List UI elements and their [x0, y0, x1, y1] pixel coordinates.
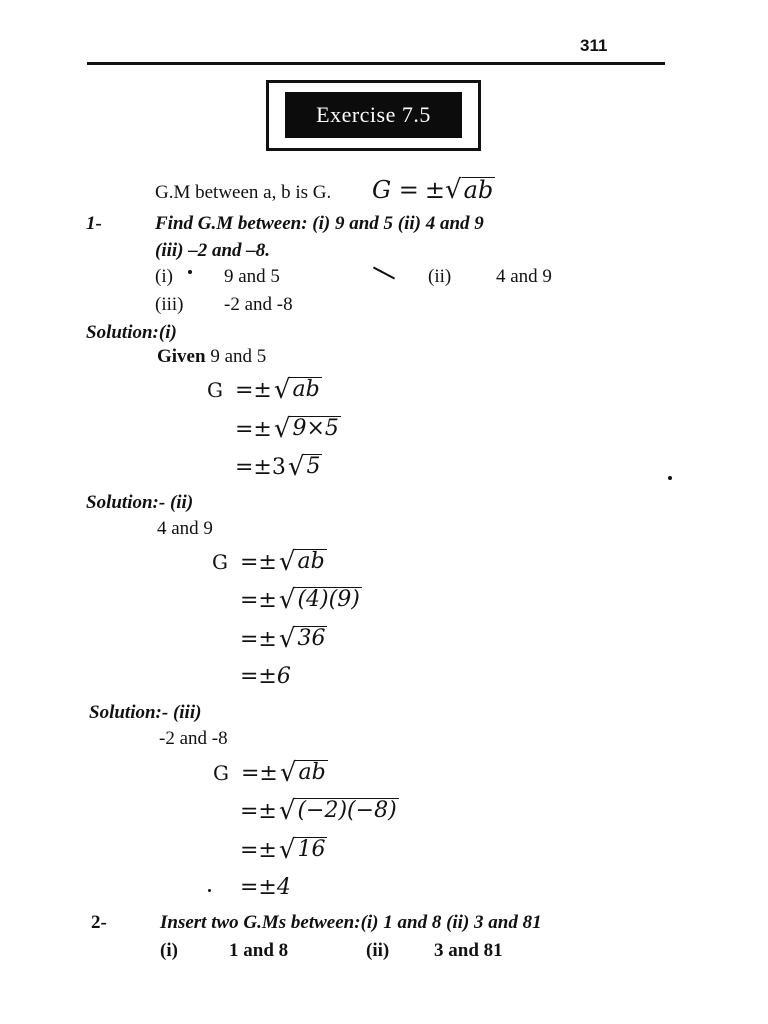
q1-part-i-label: (i) [155, 266, 173, 287]
q1-part-ii-label: (ii) [428, 266, 452, 287]
given-values: 9 and 5 [210, 346, 267, 367]
q1-part-iii-label: (iii) [155, 294, 184, 315]
sol2-line-3 [240, 626, 327, 652]
sqrt-sign: √ 9×5 [273, 414, 339, 444]
solution-1-heading: Solution:(i) [86, 322, 177, 343]
intro-formula-lhs: G = [372, 176, 419, 204]
q1-part-iii-value: -2 and -8 [224, 294, 293, 315]
sol2-result: =±6 [240, 664, 291, 689]
sol2-pm: =± [240, 626, 277, 652]
sqrt-sign: √ 5 [287, 452, 321, 482]
q1-line2: (iii) –2 and –8. [155, 240, 271, 261]
exercise-title: Exercise 7.5 [285, 92, 462, 138]
stray-dot [668, 476, 672, 480]
sol3-line-4 [240, 875, 291, 900]
q1-number: 1- [86, 213, 102, 234]
radicand: 16 [297, 837, 326, 862]
sol3-lhs: G [213, 761, 229, 785]
header-rule [87, 62, 665, 65]
sol2-pm: =± [240, 587, 277, 613]
sol1-line-1 [207, 377, 322, 403]
solution-3-given: -2 and -8 [159, 728, 228, 749]
sol2-lhs: G [212, 550, 228, 574]
radicand: (−2)(−8) [297, 798, 397, 823]
sol2-line-1 [212, 549, 327, 575]
q2-part-ii-value: 3 and 81 [434, 940, 503, 961]
sqrt-sign: √ ab [273, 375, 320, 405]
solution-3-heading: Solution:- (iii) [89, 702, 202, 723]
intro-sqrt: √ ab [445, 175, 494, 205]
sol2-line-2 [240, 587, 362, 613]
page-number: 311 [580, 36, 608, 55]
given-label: Given [157, 346, 206, 367]
sqrt-sign: √ (−2)(−8) [278, 796, 397, 826]
sol1-lhs: G [207, 378, 223, 402]
sol3-pm: =± [240, 837, 277, 863]
sqrt-sign: √ 16 [278, 835, 326, 865]
sqrt-sign: √ (4)(9) [278, 585, 360, 615]
sol1-pm: =± [235, 416, 272, 442]
radicand: 36 [297, 626, 326, 651]
sol3-pm: =± [241, 760, 278, 786]
q1-part-ii-value: 4 and 9 [496, 266, 552, 287]
exercise-title-box [266, 80, 481, 151]
q2-text: Insert two G.Ms between:(i) 1 and 8 (ii) 3 and 81 [160, 912, 542, 933]
radicand: ab [297, 549, 325, 574]
sqrt-sign: √ ab [279, 758, 326, 788]
stray-mark [373, 266, 395, 279]
sqrt-sign: √ 36 [278, 624, 326, 654]
sol3-line-2 [240, 798, 399, 824]
sol3-pm: =± [240, 798, 277, 824]
intro-text: G.M between a, b is G. [155, 182, 332, 203]
sqrt-sign: √ ab [278, 547, 325, 577]
intro-radicand: ab [463, 176, 494, 204]
radicand: ab [292, 377, 320, 402]
q2-part-i-label: (i) [160, 940, 178, 961]
stray-dot [208, 889, 211, 892]
solution-2-heading: Solution:- (ii) [86, 492, 194, 513]
stray-dot [188, 270, 192, 274]
sol3-line-1 [213, 760, 328, 786]
q2-part-ii-label: (ii) [366, 940, 390, 961]
intro-formula [372, 176, 495, 204]
radicand: 9×5 [292, 416, 339, 441]
sol3-line-3 [240, 837, 327, 863]
sol3-result: =±4 [240, 875, 291, 900]
sol1-line-3 [235, 454, 322, 480]
sol2-line-4 [240, 664, 291, 689]
sol2-pm: =± [240, 549, 277, 575]
q2-part-i-value: 1 and 8 [229, 940, 289, 961]
q1-line1: Find G.M between: (i) 9 and 5 (ii) 4 and 9 [155, 213, 484, 234]
solution-2-given: 4 and 9 [157, 518, 213, 539]
q1-part-i-value: 9 and 5 [224, 266, 280, 287]
intro-formula-pm: ± [424, 176, 446, 204]
sol1-pm: =±3 [235, 454, 286, 480]
sol1-pm: =± [235, 377, 272, 403]
sol1-line-2 [235, 416, 341, 442]
q2-number: 2- [91, 912, 107, 933]
radicand: ab [298, 760, 326, 785]
solution-1-given [157, 346, 266, 368]
radicand: 5 [306, 454, 321, 479]
radicand: (4)(9) [297, 587, 360, 612]
